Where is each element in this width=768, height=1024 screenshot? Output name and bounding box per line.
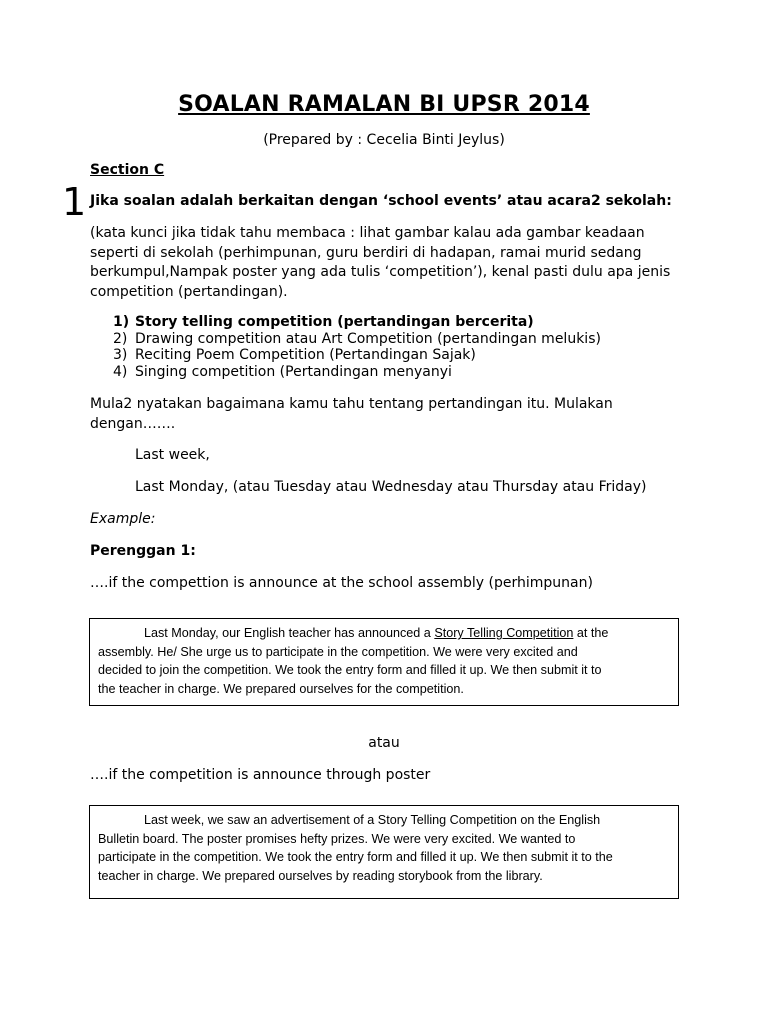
intro-paragraph bbox=[90, 224, 690, 302]
highlight-term: Story Telling Competition bbox=[434, 626, 574, 640]
intro-line: seperti di sekolah (perhimpunan, guru berdiri di hadapan, ramai murid sedang bbox=[90, 244, 642, 261]
box-line: Bulletin board. The poster promises hefty prizes. We were very excited. We wanted to bbox=[98, 831, 576, 846]
box-line: decided to join the competition. We took the entry form and filled it up. We then submit it to bbox=[98, 663, 602, 677]
box-line: teacher in charge. We prepared ourselves by reading storybook from the library. bbox=[98, 868, 543, 883]
intro-line: berkumpul,Nampak poster yang ada tulis ‘competition’), kenal pasti dulu apa jenis bbox=[90, 264, 671, 280]
instruction-line: dengan……. bbox=[90, 415, 176, 432]
case-assembly: ….if the compettion is announce at the school assembly (perhimpunan) bbox=[90, 575, 593, 591]
sample-paragraph-box bbox=[89, 618, 679, 706]
starter-phrase: Last week, bbox=[135, 447, 210, 463]
competition-list bbox=[113, 314, 601, 380]
case-poster: ….if the competition is announce through poster bbox=[90, 767, 431, 783]
alternative-separator: atau bbox=[368, 735, 400, 751]
list-item: 3) Reciting Poem Competition (Pertandingan Sajak) bbox=[113, 347, 476, 363]
instruction-line: Mula2 nyatakan bagaimana kamu tahu tentang pertandingan itu. Mulakan bbox=[90, 396, 613, 412]
list-item: 2) Drawing competition atau Art Competition (pertandingan melukis) bbox=[113, 330, 601, 347]
example-label: Example: bbox=[90, 511, 156, 527]
list-item: 1) Story telling competition (pertandingan bercerita) bbox=[113, 314, 534, 330]
starter-phrase: Last Monday, (atau Tuesday atau Wednesday atau Thursday atau Friday) bbox=[135, 479, 647, 495]
sample-paragraph-box bbox=[89, 805, 679, 899]
intro-line: competition (pertandingan). bbox=[90, 283, 288, 300]
box-line: participate in the competition. We took the entry form and filled it up. We then submit it to the bbox=[98, 850, 613, 864]
list-item: 4) Singing competition (Pertandingan menyanyi bbox=[113, 363, 452, 380]
box-line: the teacher in charge. We prepared ourselves for the competition. bbox=[98, 681, 464, 696]
box-line: Last Monday, our English teacher has announced a Story Telling Competition at the bbox=[144, 626, 609, 640]
box-line: assembly. He/ She urge us to participate in the competition. We were very excited and bbox=[98, 644, 578, 659]
paragraph-label: Perenggan 1: bbox=[90, 543, 196, 559]
question-number: 1 bbox=[62, 180, 87, 224]
question-heading: Jika soalan adalah berkaitan dengan ‘school events’ atau acara2 sekolah: bbox=[90, 193, 672, 209]
start-instruction bbox=[90, 395, 690, 434]
box-line: Last week, we saw an advertisement of a Story Telling Competition on the English bbox=[144, 813, 601, 827]
document-title: SOALAN RAMALAN BI UPSR 2014 bbox=[178, 92, 590, 117]
intro-line: (kata kunci jika tidak tahu membaca : lihat gambar kalau ada gambar keadaan bbox=[90, 225, 645, 241]
section-heading: Section C bbox=[90, 162, 165, 178]
author-line: (Prepared by : Cecelia Binti Jeylus) bbox=[263, 132, 505, 148]
